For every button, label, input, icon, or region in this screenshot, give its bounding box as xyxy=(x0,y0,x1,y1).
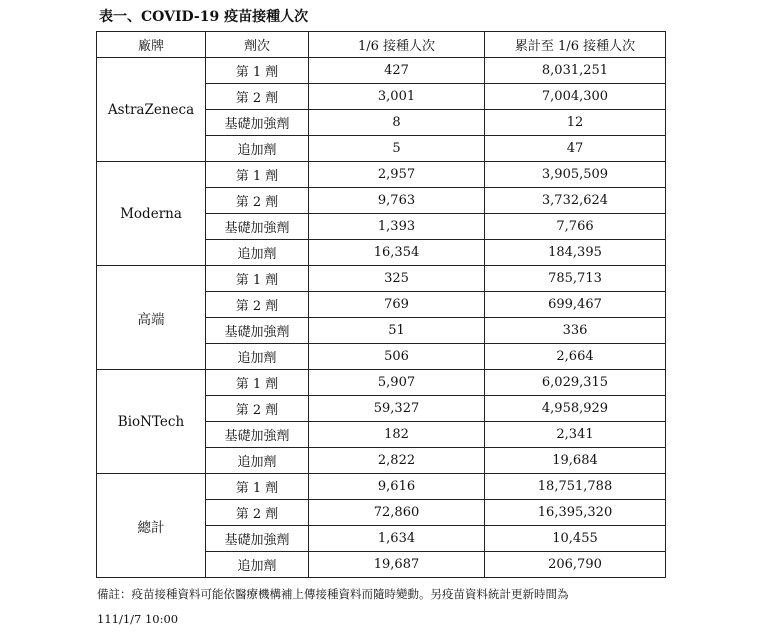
table-title: 表一、COVID-19 疫苗接種人次 xyxy=(99,9,309,25)
dose-cell: 第 2 劑 xyxy=(206,500,309,526)
table-row xyxy=(97,266,666,292)
dose-cell: 第 2 劑 xyxy=(206,84,309,110)
cumulative-cell: 47 xyxy=(485,136,666,162)
daily-cell: 5,907 xyxy=(309,370,485,396)
cumulative-cell: 785,713 xyxy=(485,266,666,292)
dose-cell: 追加劑 xyxy=(206,344,309,370)
cumulative-cell: 4,958,929 xyxy=(485,396,666,422)
table-row xyxy=(97,162,666,188)
daily-cell: 16,354 xyxy=(309,240,485,266)
daily-cell: 9,616 xyxy=(309,474,485,500)
cumulative-cell: 2,341 xyxy=(485,422,666,448)
daily-cell: 19,687 xyxy=(309,552,485,578)
cumulative-cell: 7,766 xyxy=(485,214,666,240)
daily-cell: 59,327 xyxy=(309,396,485,422)
dose-cell: 追加劑 xyxy=(206,240,309,266)
cumulative-cell: 184,395 xyxy=(485,240,666,266)
dose-cell: 第 1 劑 xyxy=(206,266,309,292)
dose-cell: 基礎加強劑 xyxy=(206,526,309,552)
daily-cell: 182 xyxy=(309,422,485,448)
dose-cell: 基礎加強劑 xyxy=(206,422,309,448)
daily-cell: 3,001 xyxy=(309,84,485,110)
dose-cell: 第 1 劑 xyxy=(206,58,309,84)
daily-cell: 1,634 xyxy=(309,526,485,552)
daily-cell: 5 xyxy=(309,136,485,162)
daily-cell: 2,957 xyxy=(309,162,485,188)
dose-cell: 基礎加強劑 xyxy=(206,214,309,240)
cumulative-cell: 699,467 xyxy=(485,292,666,318)
cumulative-cell: 16,395,320 xyxy=(485,500,666,526)
cumulative-cell: 19,684 xyxy=(485,448,666,474)
cumulative-cell: 206,790 xyxy=(485,552,666,578)
cumulative-cell: 8,031,251 xyxy=(485,58,666,84)
header-brand: 廠牌 xyxy=(97,32,206,58)
dose-cell: 基礎加強劑 xyxy=(206,318,309,344)
footnote: 備註：疫苗接種資料可能依醫療機構補上傳接種資料而隨時變動。另疫苗資料統計更新時間為 xyxy=(97,587,569,601)
update-time: 111/1/7 10:00 xyxy=(97,612,179,626)
brand-cell: BioNTech xyxy=(97,370,206,474)
daily-cell: 325 xyxy=(309,266,485,292)
daily-cell: 769 xyxy=(309,292,485,318)
daily-cell: 72,860 xyxy=(309,500,485,526)
cumulative-cell: 12 xyxy=(485,110,666,136)
dose-cell: 基礎加強劑 xyxy=(206,110,309,136)
daily-cell: 51 xyxy=(309,318,485,344)
brand-cell: 總計 xyxy=(97,474,206,578)
dose-cell: 第 1 劑 xyxy=(206,370,309,396)
vaccination-table xyxy=(96,31,666,578)
cumulative-cell: 3,905,509 xyxy=(485,162,666,188)
header-dose: 劑次 xyxy=(206,32,309,58)
dose-cell: 第 1 劑 xyxy=(206,474,309,500)
dose-cell: 第 2 劑 xyxy=(206,292,309,318)
daily-cell: 1,393 xyxy=(309,214,485,240)
cumulative-cell: 336 xyxy=(485,318,666,344)
header-daily: 1/6 接種人次 xyxy=(309,32,485,58)
table-row xyxy=(97,370,666,396)
dose-cell: 第 2 劑 xyxy=(206,188,309,214)
cumulative-cell: 2,664 xyxy=(485,344,666,370)
brand-cell: Moderna xyxy=(97,162,206,266)
dose-cell: 追加劑 xyxy=(206,136,309,162)
daily-cell: 506 xyxy=(309,344,485,370)
brand-cell: 高端 xyxy=(97,266,206,370)
header-cumulative: 累計至 1/6 接種人次 xyxy=(485,32,666,58)
cumulative-cell: 18,751,788 xyxy=(485,474,666,500)
table-row xyxy=(97,58,666,84)
daily-cell: 427 xyxy=(309,58,485,84)
cumulative-cell: 3,732,624 xyxy=(485,188,666,214)
header-row xyxy=(97,32,666,58)
daily-cell: 9,763 xyxy=(309,188,485,214)
brand-cell: AstraZeneca xyxy=(97,58,206,162)
cumulative-cell: 7,004,300 xyxy=(485,84,666,110)
table-row xyxy=(97,474,666,500)
dose-cell: 追加劑 xyxy=(206,552,309,578)
cumulative-cell: 10,455 xyxy=(485,526,666,552)
dose-cell: 追加劑 xyxy=(206,448,309,474)
cumulative-cell: 6,029,315 xyxy=(485,370,666,396)
daily-cell: 2,822 xyxy=(309,448,485,474)
daily-cell: 8 xyxy=(309,110,485,136)
dose-cell: 第 2 劑 xyxy=(206,396,309,422)
dose-cell: 第 1 劑 xyxy=(206,162,309,188)
